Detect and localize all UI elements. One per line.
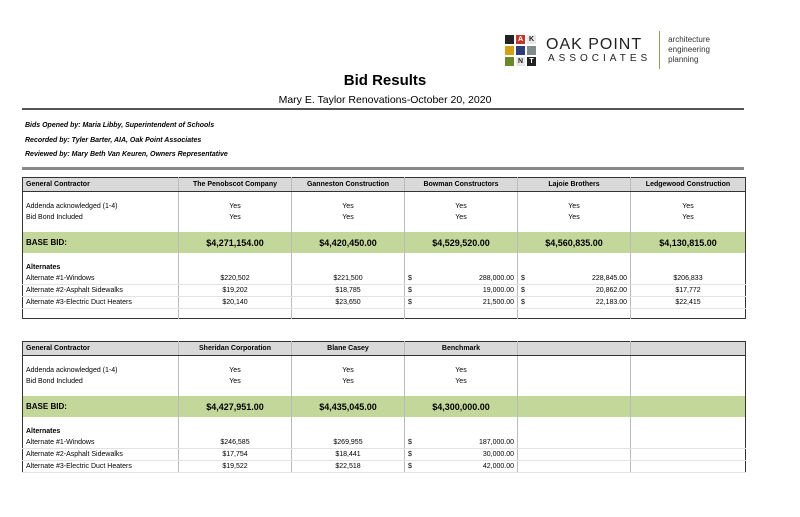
base-bid-value: $4,271,154.00	[179, 232, 292, 253]
bond-value	[631, 376, 746, 387]
alt-value: 19,000.00	[482, 287, 514, 294]
currency-symbol: $	[408, 287, 412, 294]
base-bid-value: $4,529,520.00	[405, 232, 518, 253]
spacer-row	[23, 253, 746, 262]
logo-cell	[516, 46, 525, 55]
alternates-heading-row	[23, 262, 746, 273]
spacer-row	[23, 223, 746, 232]
contractor-name	[631, 342, 746, 356]
reviewed-by: Reviewed by: Mary Beth Van Keuren, Owners Representative	[25, 151, 228, 158]
contractor-name: Bowman Constructors	[405, 178, 518, 192]
alt-value: 21,500.00	[482, 299, 514, 306]
currency-symbol: $	[521, 275, 525, 282]
logo-grid-icon	[505, 35, 536, 66]
bond-value: Yes	[292, 212, 405, 223]
alt-value: $22,415	[631, 297, 746, 309]
bond-value: Yes	[179, 212, 292, 223]
base-bid-value: $4,560,835.00	[518, 232, 631, 253]
alt-value: $17,754	[179, 449, 292, 461]
company-logo	[505, 31, 710, 69]
logo-cell	[505, 57, 514, 66]
logo-cell	[505, 46, 514, 55]
alt-value-cell	[405, 449, 518, 461]
base-bid-value	[631, 396, 746, 417]
bids-opened-by: Bids Opened by: Maria Libby, Superintendent of Schools	[25, 122, 215, 129]
currency-symbol: $	[408, 463, 412, 470]
contractor-name: Ganneston Construction	[292, 178, 405, 192]
currency-symbol: $	[408, 439, 412, 446]
addenda-value: Yes	[405, 365, 518, 376]
bond-value: Yes	[179, 376, 292, 387]
base-bid-value: $4,435,045.00	[292, 396, 405, 417]
alternate-2-row	[23, 285, 746, 297]
currency-symbol: $	[408, 275, 412, 282]
row-label: BASE BID:	[23, 396, 179, 417]
alt-value: $206,833	[631, 273, 746, 285]
alt-value: $221,500	[292, 273, 405, 285]
alt-value-cell	[518, 297, 631, 309]
row-label: Alternate #2-Asphalt Sidewalks	[23, 285, 179, 297]
row-label: Alternate #1-Windows	[23, 437, 179, 449]
logo-divider	[659, 31, 660, 69]
alt-value-cell	[518, 273, 631, 285]
contractor-name: Ledgewood Construction	[631, 178, 746, 192]
alternate-3-row	[23, 461, 746, 473]
alternate-1-row	[23, 273, 746, 285]
header-cell: General Contractor	[23, 342, 179, 356]
base-bid-value: $4,300,000.00	[405, 396, 518, 417]
divider	[22, 167, 744, 170]
bond-value: Yes	[292, 376, 405, 387]
addenda-row	[23, 365, 746, 376]
logo-tagline	[668, 35, 710, 65]
contractor-name: The Penobscot Company	[179, 178, 292, 192]
logo-cell: T	[527, 57, 536, 66]
base-bid-value: $4,130,815.00	[631, 232, 746, 253]
table-header-row	[23, 342, 746, 356]
logo-cell: A	[517, 35, 524, 43]
divider	[22, 108, 744, 110]
addenda-value: Yes	[292, 365, 405, 376]
alt-value: $18,441	[292, 449, 405, 461]
row-label: Bid Bond Included	[23, 212, 179, 223]
alt-value-cell	[405, 285, 518, 297]
alternate-2-row	[23, 449, 746, 461]
alternate-1-row	[23, 437, 746, 449]
alt-value: $19,202	[179, 285, 292, 297]
tagline-line: architecture	[668, 35, 710, 44]
bid-bond-row	[23, 376, 746, 387]
row-label: BASE BID:	[23, 232, 179, 253]
row-label: Alternates	[23, 262, 179, 273]
addenda-value: Yes	[682, 203, 694, 210]
base-bid-value: $4,427,951.00	[179, 396, 292, 417]
logo-wordmark	[546, 36, 651, 65]
alt-value: 22,183.00	[595, 299, 627, 306]
tagline-line: engineering	[668, 45, 710, 54]
row-label: Alternates	[23, 426, 179, 437]
alt-value-cell	[405, 297, 518, 309]
row-label: Alternate #3-Electric Duct Heaters	[23, 461, 179, 473]
alt-value: $19,522	[179, 461, 292, 473]
addenda-value: Yes	[518, 201, 631, 212]
row-label: Bid Bond Included	[23, 376, 179, 387]
alt-value-cell	[405, 437, 518, 449]
bond-value: Yes	[405, 212, 518, 223]
spacer-row	[23, 309, 746, 319]
header-cell: General Contractor	[23, 178, 179, 192]
alt-value: 187,000.00	[478, 439, 514, 446]
table-header-row	[23, 178, 746, 192]
bid-table-1	[22, 177, 746, 319]
addenda-value: Yes	[405, 201, 518, 212]
bid-table-2	[22, 341, 746, 473]
tagline-line: planning	[668, 55, 699, 64]
base-bid-value: $4,420,450.00	[292, 232, 405, 253]
alt-value: $246,585	[179, 437, 292, 449]
currency-symbol: $	[408, 451, 412, 458]
alt-value: 288,000.00	[478, 275, 514, 282]
row-label: Alternate #2-Asphalt Sidewalks	[23, 449, 179, 461]
row-label: Addenda acknowledged (1-4)	[23, 201, 179, 212]
alt-value: 20,862.00	[595, 287, 627, 294]
spacer-row	[23, 417, 746, 426]
row-label: Addenda acknowledged (1-4)	[23, 365, 179, 376]
alt-value: $220,502	[179, 273, 292, 285]
alternates-heading-row	[23, 426, 746, 437]
alt-value: $20,140	[179, 297, 292, 309]
addenda-value: Yes	[179, 201, 292, 212]
spacer-row	[23, 356, 746, 366]
alternate-3-row	[23, 297, 746, 309]
logo-cell	[505, 35, 514, 44]
base-bid-row	[23, 232, 746, 253]
bond-value: Yes	[405, 376, 518, 387]
addenda-row	[23, 201, 746, 212]
alt-value: $18,785	[292, 285, 405, 297]
addenda-value: Yes	[292, 201, 405, 212]
alt-value: 228,845.00	[591, 275, 627, 282]
alt-value: $22,518	[292, 461, 405, 473]
alt-value: 42,000.00	[482, 463, 514, 470]
spacer-row	[23, 387, 746, 396]
logo-cell: K	[528, 35, 535, 43]
row-label: Alternate #3-Electric Duct Heaters	[23, 297, 179, 309]
alt-value: $17,772	[631, 285, 746, 297]
page-subtitle: Mary E. Taylor Renovations-October 20, 2020	[278, 94, 492, 106]
alt-value-cell	[518, 285, 631, 297]
bid-bond-row	[23, 212, 746, 223]
logo-cell: N	[517, 57, 524, 65]
addenda-value	[518, 365, 631, 376]
bond-value: Yes	[518, 212, 631, 223]
bond-value: Yes	[682, 214, 694, 221]
spacer-row	[23, 192, 746, 202]
currency-symbol: $	[408, 299, 412, 306]
recorded-by: Recorded by: Tyler Barter, AIA, Oak Point Associates	[25, 137, 202, 144]
alt-value: 30,000.00	[482, 451, 514, 458]
alt-value: $269,955	[292, 437, 405, 449]
currency-symbol: $	[521, 287, 525, 294]
page-title: Bid Results	[343, 72, 427, 89]
currency-symbol: $	[521, 299, 525, 306]
base-bid-value	[518, 396, 631, 417]
logo-name-line1: OAK POINT	[546, 35, 643, 53]
base-bid-row	[23, 396, 746, 417]
contractor-name: Benchmark	[405, 342, 518, 356]
contractor-name: Lajoie Brothers	[518, 178, 631, 192]
alt-value-cell	[405, 273, 518, 285]
alt-value-cell	[405, 461, 518, 473]
addenda-value	[631, 365, 746, 376]
addenda-value: Yes	[179, 365, 292, 376]
contractor-name	[518, 342, 631, 356]
bond-value	[518, 376, 631, 387]
logo-name-line2: ASSOCIATES	[548, 52, 652, 64]
logo-cell	[527, 46, 536, 55]
contractor-name: Sheridan Corporation	[179, 342, 292, 356]
row-label: Alternate #1-Windows	[23, 273, 179, 285]
contractor-name: Blane Casey	[292, 342, 405, 356]
alt-value: $23,650	[292, 297, 405, 309]
